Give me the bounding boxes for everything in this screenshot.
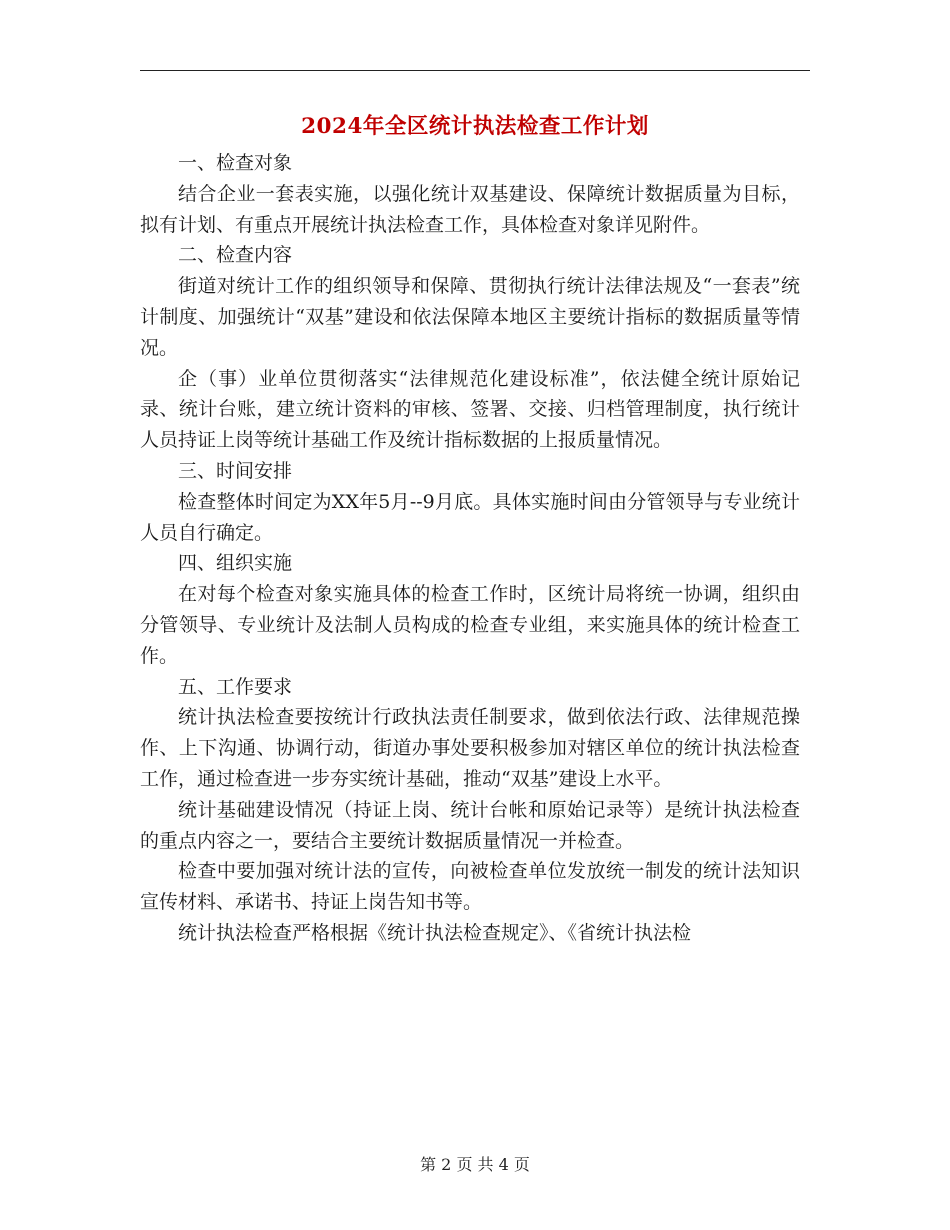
paragraph: 街道对统计工作的组织领导和保障、贯彻执行统计法律法规及“一套表”统计制度、加强统计“双基”建设和依法保障本地区主要统计指标的数据质量等情况。 (140, 275, 800, 359)
paragraph: 企（事）业单位贯彻落实“法律规范化建设标准”，依法健全统计原始记录、统计台账，建立统计资料的审核、签署、交接、归档管理制度，执行统计人员持证上岗等统计基础工作及统计指标数据的上报质量情况。 (140, 367, 800, 452)
paragraph: 结合企业一套表实施，以强化统计双基建设、保障统计数据质量为目标，拟有计划、有重点开展统计执法检查工作，具体检查对象详见附件。 (140, 182, 800, 236)
paragraph-section-2-heading: 二、检查内容 (178, 244, 293, 267)
paragraph-section-1-heading: 一、检查对象 (178, 152, 293, 174)
document-title: 2024年全区统计执法检查工作计划 (301, 114, 649, 139)
page-number: 第 2 页 共 4 页 (420, 1155, 530, 1174)
paragraph-section-3-heading: 三、时间安排 (178, 459, 293, 482)
paragraph-section-5-heading: 五、工作要求 (178, 675, 293, 698)
paragraph-section-4-heading: 四、组织实施 (178, 552, 293, 575)
document-body (140, 148, 800, 949)
paragraph: 统计执法检查要按统计行政执法责任制要求，做到依法行政、法律规范操作、上下沟通、协调行动，街道办事处要积极参加对辖区单位的统计执法检查工作，通过检查进一步夯实统计基础，推动“双基”建设上水平。 (140, 706, 800, 790)
paragraph: 在对每个检查对象实施具体的检查工作时，区统计局将统一协调，组织由分管领导、专业统计及法制人员构成的检查专业组，来实施具体的统计检查工作。 (140, 583, 800, 667)
paragraph: 统计基础建设情况（持证上岗、统计台帐和原始记录等）是统计执法检查的重点内容之一，要结合主要统计数据质量情况一并检查。 (140, 798, 800, 852)
header-rule (140, 70, 810, 71)
paragraph: 检查整体时间定为XX年5月--9月底。具体实施时间由分管领导与专业统计人员自行确定。 (140, 490, 800, 544)
paragraph: 统计执法检查严格根据《统计执法检查规定》、《省统计执法检 (178, 921, 692, 944)
paragraph: 检查中要加强对统计法的宣传，向被检查单位发放统一制发的统计法知识宣传材料、承诺书、持证上岗告知书等。 (140, 860, 800, 914)
